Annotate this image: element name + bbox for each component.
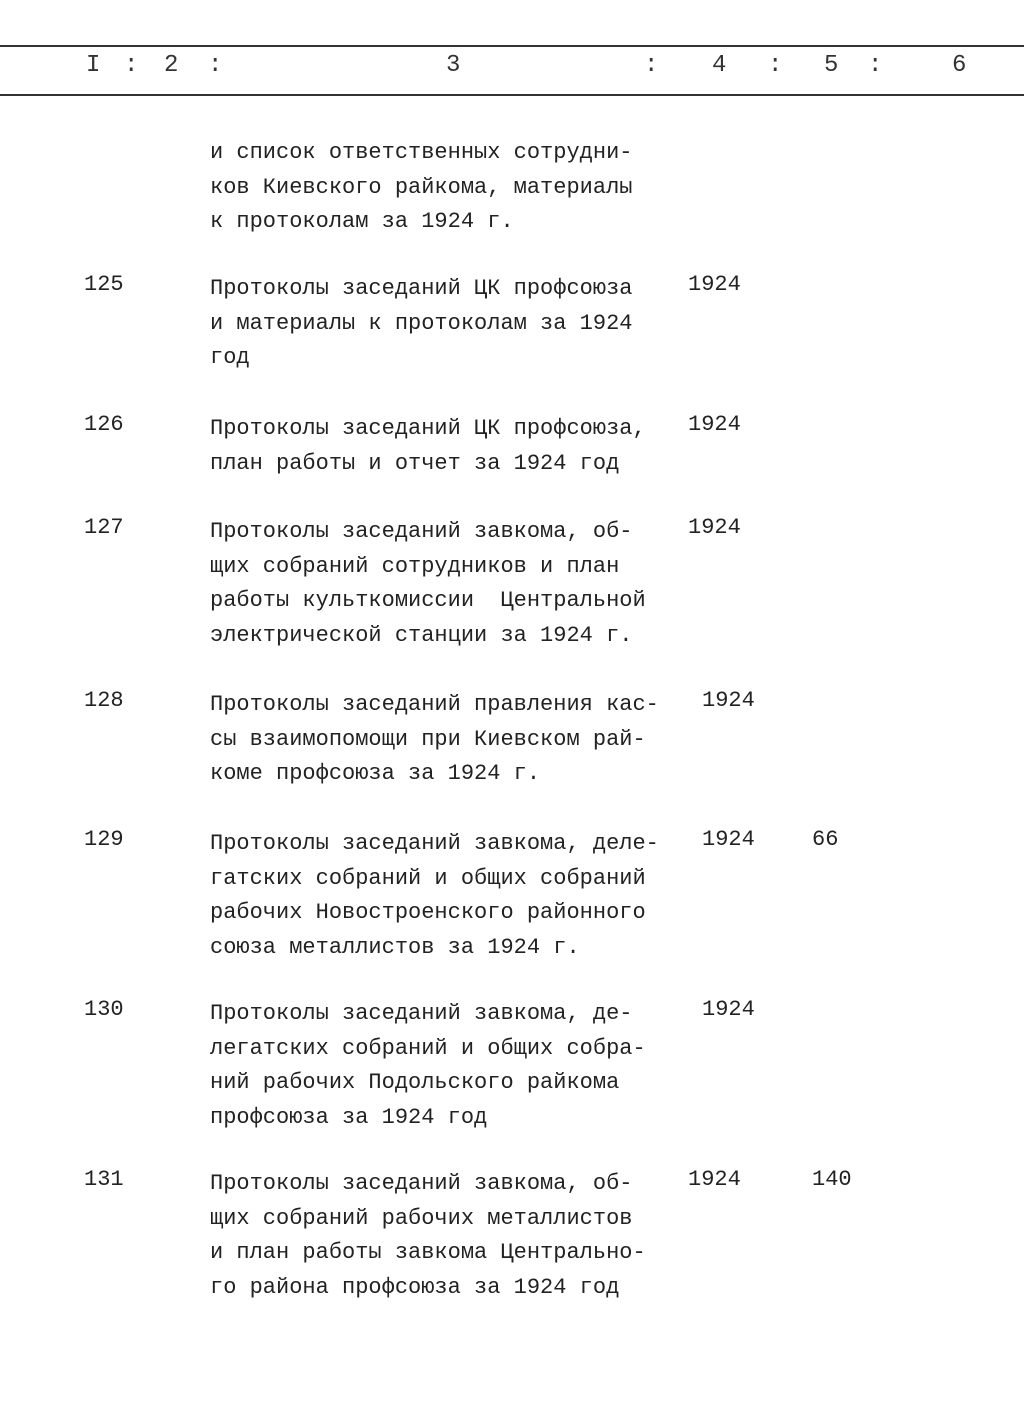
entry-description xyxy=(210,515,675,653)
description-line: и список ответственных сотрудни- xyxy=(210,140,633,165)
description-line: рабочих Новостроенского районного xyxy=(210,900,646,925)
description-line: Протоколы заседаний завкома, об- xyxy=(210,1171,633,1196)
description-line: щих собраний рабочих металлистов xyxy=(210,1205,633,1231)
column-header-3: 3 xyxy=(446,52,461,79)
entry-number: 130 xyxy=(84,997,124,1022)
entry-number: 129 xyxy=(84,827,124,852)
entry-description xyxy=(210,688,675,792)
description-line: ний рабочих Подольского райкома xyxy=(210,1070,620,1095)
entry-year: 1924 xyxy=(688,1167,741,1192)
entry-number: 127 xyxy=(84,515,124,540)
description-line: Протоколы заседаний завкома, деле- xyxy=(210,831,659,856)
entry-year: 1924 xyxy=(688,515,741,540)
description-line: электрической станции за 1924 г. xyxy=(210,622,633,648)
entry-sheet-count: 140 xyxy=(812,1167,852,1192)
entry-year: 1924 xyxy=(688,272,741,297)
description-line: профсоюза за 1924 год xyxy=(210,1104,488,1130)
column-header-1: I xyxy=(86,52,101,79)
column-separator: : xyxy=(208,52,223,79)
column-separator: : xyxy=(768,52,783,79)
description-line: Протоколы заседаний ЦК профсоюза, xyxy=(210,416,646,441)
entry-number: 128 xyxy=(84,688,124,713)
description-line: гатских собраний и общих собраний xyxy=(210,865,646,891)
entry-number: 131 xyxy=(84,1167,124,1192)
column-header-5: 5 xyxy=(824,52,839,79)
entry-year: 1924 xyxy=(702,827,755,852)
description-line: год xyxy=(210,345,250,370)
description-line: ков Киевского райкома, материалы xyxy=(210,174,633,200)
entry-year: 1924 xyxy=(688,412,741,437)
entry-description xyxy=(210,412,675,481)
column-separator: : xyxy=(124,52,139,79)
entry-description xyxy=(210,827,675,965)
description-line: и материалы к протоколам за 1924 xyxy=(210,310,633,336)
description-line: работы культкомиссии Центральной xyxy=(210,588,646,613)
description-line: го района профсоюза за 1924 год xyxy=(210,1274,620,1300)
description-line: Протоколы заседаний ЦК профсоюза xyxy=(210,276,633,301)
description-line: коме профсоюза за 1924 г. xyxy=(210,761,541,786)
description-line: Протоколы заседаний завкома, об- xyxy=(210,519,633,544)
entry-number: 125 xyxy=(84,272,124,297)
entry-year: 1924 xyxy=(702,688,755,713)
entry-description xyxy=(210,997,675,1135)
header-top-rule xyxy=(0,45,1024,47)
description-line: Протоколы заседаний правления кас- xyxy=(210,692,659,717)
entry-year: 1924 xyxy=(702,997,755,1022)
entry-sheet-count: 66 xyxy=(812,827,839,852)
description-line: щих собраний сотрудников и план xyxy=(210,553,620,579)
description-line: Протоколы заседаний завкома, де- xyxy=(210,1001,633,1026)
description-line: к протоколам за 1924 г. xyxy=(210,209,514,234)
column-separator: : xyxy=(644,52,659,79)
description-line: и план работы завкома Центрально- xyxy=(210,1240,646,1265)
description-line: союза металлистов за 1924 г. xyxy=(210,934,580,960)
column-separator: : xyxy=(868,52,883,79)
header-bottom-rule xyxy=(0,94,1024,96)
column-header-6: 6 xyxy=(952,52,967,79)
description-line: план работы и отчет за 1924 год xyxy=(210,450,620,476)
description-line: сы взаимопомощи при Киевском рай- xyxy=(210,726,646,752)
entry-description xyxy=(210,272,675,376)
column-header-2: 2 xyxy=(164,52,179,79)
entry-description xyxy=(210,136,675,240)
column-header-4: 4 xyxy=(712,52,727,79)
entry-number: 126 xyxy=(84,412,124,437)
description-line: легатских собраний и общих собра- xyxy=(210,1035,646,1061)
entry-description xyxy=(210,1167,675,1305)
